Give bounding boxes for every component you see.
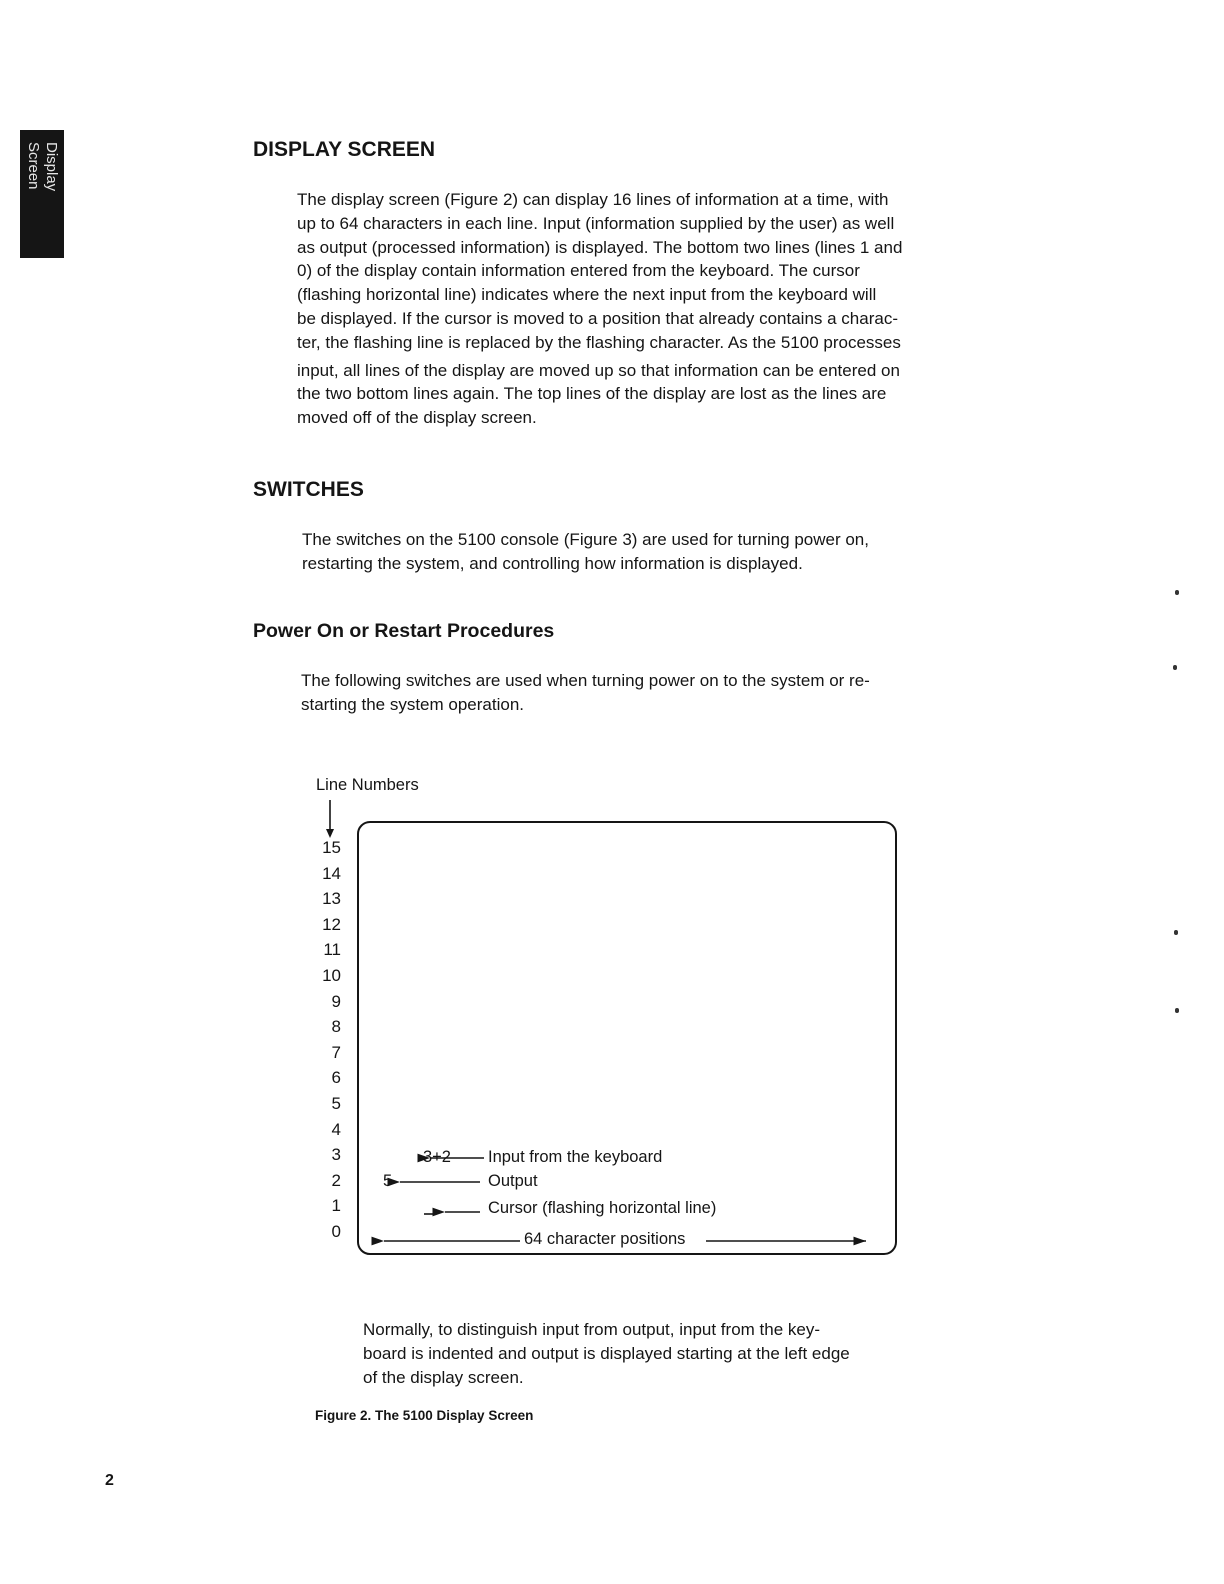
- scan-speck: [1173, 665, 1177, 670]
- line-number: 12: [322, 914, 341, 934]
- line-number: 13: [322, 889, 341, 909]
- scan-speck: [1175, 1008, 1179, 1013]
- width-label: 64 character positions: [524, 1230, 686, 1248]
- side-tab-label-line2: Screen: [25, 142, 42, 190]
- line-number: 3: [331, 1145, 341, 1165]
- figure-caption: Figure 2. The 5100 Display Screen: [315, 1408, 534, 1423]
- heading-switches: SWITCHES: [253, 478, 364, 501]
- output-example: 5: [383, 1172, 393, 1190]
- line-number: 15: [322, 838, 341, 857]
- line-number: 10: [322, 966, 341, 985]
- screen-outline: [358, 822, 896, 1254]
- line-numbers-label: Line Numbers: [316, 776, 419, 794]
- figure-note: [363, 1318, 850, 1389]
- paragraph-line: starting the system operation.: [301, 694, 525, 714]
- line-number: 11: [323, 940, 341, 960]
- paragraph-line: be displayed. If the cursor is moved to a position that already contains a charac-: [297, 308, 898, 328]
- line-number: 9: [331, 991, 341, 1011]
- line-number: 1: [331, 1196, 341, 1216]
- paragraph-line: restarting the system, and controlling how information is displayed.: [302, 553, 803, 573]
- paragraph-line: The switches on the 5100 console (Figure 3) are used for turning power on,: [302, 530, 869, 549]
- line-number: 8: [331, 1017, 341, 1037]
- paragraph-line: ter, the flashing line is replaced by the flashing character. As the 5100 processes: [297, 332, 901, 352]
- paragraph-line: input, all lines of the display are moved up so that information can be entered on: [297, 360, 900, 380]
- line-number: 4: [331, 1119, 341, 1139]
- line-numbers-arrow-head: [326, 829, 334, 838]
- heading-power-on: Power On or Restart Procedures: [253, 620, 555, 642]
- note-line: board is indented and output is displayed starting at the left edge: [363, 1343, 850, 1363]
- paragraph-line: The display screen (Figure 2) can display 16 lines of information at a time, with: [297, 190, 889, 209]
- page-number: 2: [105, 1472, 114, 1489]
- cursor-label: Cursor (flashing horizontal line): [488, 1199, 717, 1217]
- scan-speck: [1175, 590, 1179, 595]
- paragraph-line: moved off of the display screen.: [297, 408, 537, 428]
- paragraph-line: (flashing horizontal line) indicates where the next input from the keyboard will: [297, 285, 877, 305]
- heading-display-screen: DISPLAY SCREEN: [253, 138, 436, 161]
- line-number: 6: [331, 1068, 341, 1088]
- line-number: 14: [322, 863, 341, 883]
- scan-speck: [1174, 930, 1178, 935]
- paragraph-line: 0) of the display contain information entered from the keyboard. The cursor: [297, 261, 860, 281]
- line-number: 2: [331, 1170, 341, 1190]
- line-number: 7: [331, 1042, 341, 1062]
- note-line: of the display screen.: [363, 1367, 524, 1387]
- side-tab-label-line1: Display: [43, 142, 60, 192]
- input-label: Input from the keyboard: [488, 1148, 663, 1166]
- paragraph-line: the two bottom lines again. The top lines of the display are lost as the lines are: [297, 384, 887, 404]
- input-example: 3+2: [423, 1148, 451, 1166]
- line-number: 5: [331, 1094, 341, 1113]
- paragraph-line: up to 64 characters in each line. Input (information supplied by the user) as well: [297, 213, 895, 233]
- paragraph-line: as output (processed information) is displayed. The bottom two lines (lines 1 and: [297, 237, 903, 257]
- line-number: 0: [331, 1222, 341, 1241]
- paragraph-line: The following switches are used when turning power on to the system or re-: [301, 671, 870, 690]
- note-line: Normally, to distinguish input from output, input from the key-: [363, 1320, 820, 1339]
- output-label: Output: [488, 1172, 538, 1190]
